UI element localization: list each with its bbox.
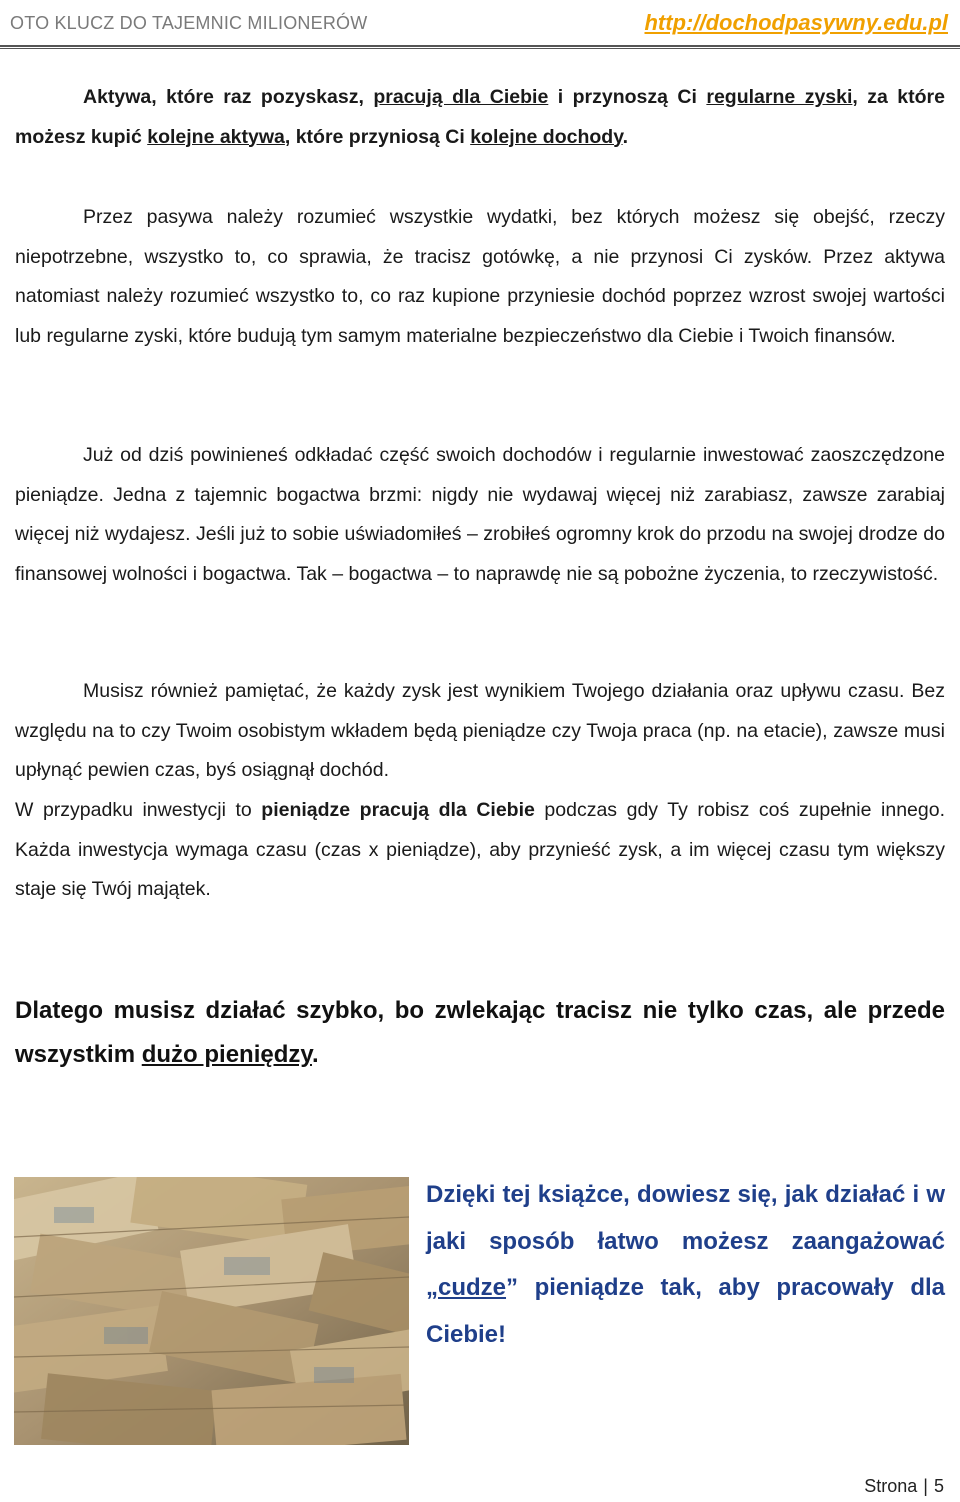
czas-paragraph: Musisz również pamiętać, że każdy zysk jest wynikiem Twojego działania oraz upływu czasu. Bez względu na to czy Twoim osobistym wkładem będą pieniądze czy Twoja praca (np. na etacie), zawsze musi upłynąć pewien czas, byś osiągnął dochód. [15,680,945,781]
page-footer [864,1476,944,1497]
money-stacks-photo [14,1177,409,1445]
footer-separator: | [923,1476,928,1496]
intro-underline-2: regularne zyski [706,86,853,108]
page-number: 5 [933,1476,944,1496]
emphasis-statement: Dlatego musisz działać szybko, bo zwlekając tracisz nie tylko czas, ale przede wszystkim dużo pieniędzy. [15,997,945,1068]
header-rule [0,45,960,47]
header-title: OTO KLUCZ DO TAJEMNIC MILIONERÓW [10,12,368,33]
intro-underline-3: kolejne aktywa [147,125,285,148]
footer-label: Strona [864,1476,918,1496]
bold-phrase: pieniądze pracują dla Ciebie [261,799,535,821]
header-website-link[interactable]: http://dochodpasywny.edu.pl [644,10,948,35]
emphasis-underline: dużo pieniędzy [141,1041,312,1068]
intro-paragraph: Aktywa, które raz pozyskasz, pracują dla Ciebie i przynoszą Ci regularne zyski, za które możesz kupić kolejne aktywa, które przyniosą Ci kolejne dochody. [15,86,945,148]
promo-text: Dzięki tej książce, dowiesz się, jak działać i w jaki sposób łatwo możesz zaangażować „cudze” pieniądze tak, aby pracowały dla Ciebie! [426,1181,945,1348]
intro-underline-1: pracują dla Ciebie [373,86,549,108]
header-rule-thin [0,48,960,49]
odkladac-paragraph: Już od dziś powinieneś odkładać część swoich dochodów i regularnie inwestować zaoszczędzone pieniądze. Jedna z tajemnic bogactwa brzmi: nigdy nie wydawaj więcej niż zarabiasz, zawsze zarabiaj więcej niż wydajesz. Jeśli już to sobie uświadomiłeś – zrobiłeś ogromny krok do przodu na swojej drodze do finansowej wolności i bogactwa. Tak – bogactwa – to naprawdę nie są pobożne życzenia, to rzeczywistość. [15,444,945,585]
pasywa-paragraph: Przez pasywa należy rozumieć wszystkie wydatki, bez których możesz się obejść, rzeczy niepotrzebne, wszystko to, co sprawia, że tracisz gotówkę, a nie przynosi Ci zysków. Przez aktywa natomiast należy rozumieć wszystko to, co raz kupione przyniesie dochód poprzez wzrost swojej wartości lub regularne zyski, które budują tym samym materialne bezpieczeństwo dla Ciebie i Twoich finansów. [15,206,945,347]
inwestycje-paragraph: W przypadku inwestycji to pieniądze pracują dla Ciebie podczas gdy Ty robisz coś zupełnie innego. Każda inwestycja wymaga czasu (czas x pieniądze), aby przynieść zysk, a im więcej czasu tym większy staje się Twój majątek. [15,799,945,900]
page-header [0,0,960,46]
promo-underline: cudze [438,1274,507,1301]
intro-underline-4: kolejne dochody [470,125,623,148]
